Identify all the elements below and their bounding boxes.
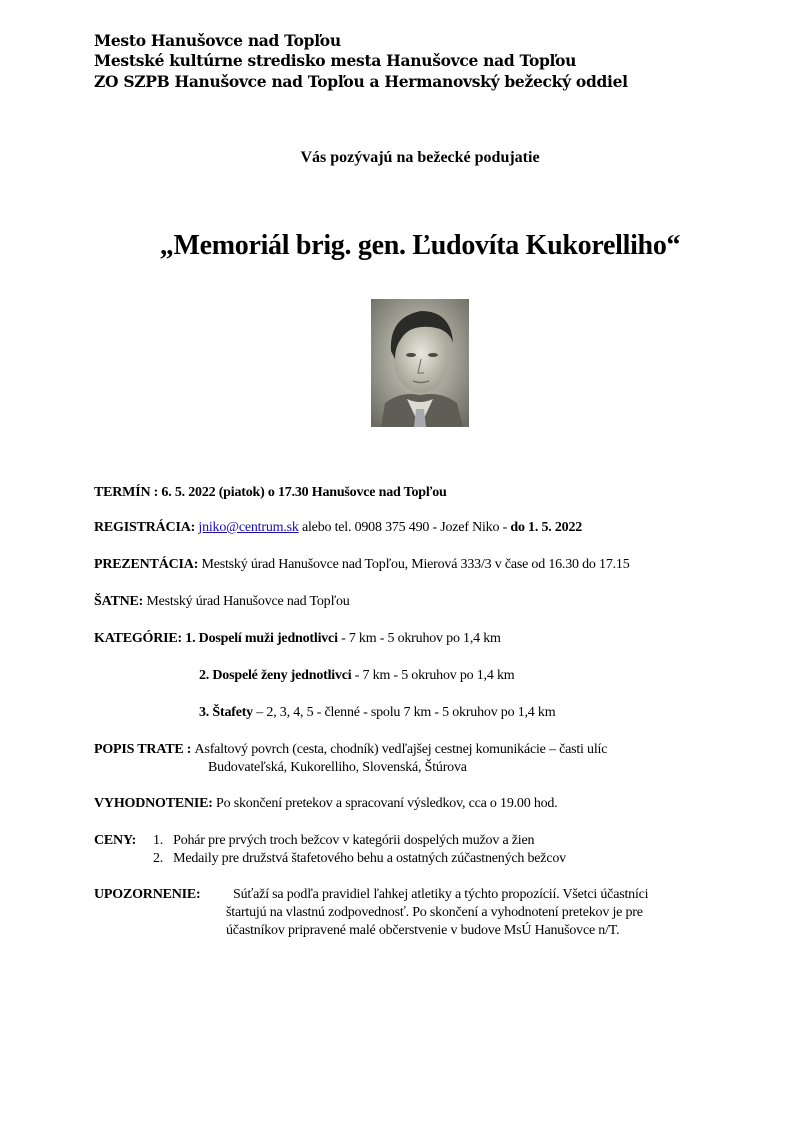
registracia-label: REGISTRÁCIA:: [94, 520, 199, 535]
ceny-item-num: 2.: [153, 851, 164, 866]
upozornenie-line-1: Súťaží sa podľa pravidiel ľahkej atletiky a týchto propozícií. Všetci účastníci: [233, 887, 649, 902]
prezentacia-value: Mestský úrad Hanušovce nad Topľou, Mierová 333/3 v čase od 16.30 do 17.15: [201, 557, 630, 572]
satne-row: [94, 593, 350, 611]
kategorie-row-1: [94, 630, 501, 648]
event-title: „Memoriál brig. gen. Ľudovíta Kukorelliho“: [159, 230, 681, 261]
kategorie-row-2: [199, 667, 514, 685]
category-detail: - 7 km - 5 okruhov po 1,4 km: [351, 668, 515, 683]
category-detail: – 2, 3, 4, 5 - členné - spolu 7 km - 5 okruhov po 1,4 km: [253, 705, 556, 720]
vyhodnotenie-label: VYHODNOTENIE:: [94, 796, 217, 811]
popis-trate-label: POPIS TRATE :: [94, 742, 195, 757]
upozornenie-label: UPOZORNENIE:: [94, 887, 201, 902]
termin-value: 6. 5. 2022 (piatok) o 17.30 Hanušovce nad Topľou: [161, 485, 447, 500]
upozornenie-line-3: účastníkov pripravené malé občerstvenie v budove MsÚ Hanušovce n/T.: [226, 923, 620, 938]
ceny-item-text: Medaily pre družstvá štafetového behu a ostatných zúčastnených bežcov: [173, 851, 566, 866]
kategorie-label: KATEGÓRIE:: [94, 631, 186, 646]
category-name: 2. Dospelé ženy jednotlivci: [199, 668, 352, 683]
category-name: 1. Dospelí muži jednotlivci: [185, 631, 338, 646]
category-name: 3. Štafety: [199, 705, 253, 720]
registracia-deadline: do 1. 5. 2022: [510, 520, 583, 535]
ceny-item-1: [153, 832, 534, 850]
prezentacia-label: PREZENTÁCIA:: [94, 557, 202, 572]
vyhodnotenie-row: [94, 795, 558, 813]
ceny-item-num: 1.: [153, 833, 164, 848]
ceny-item-text: Pohár pre prvých troch bežcov v kategórii dospelých mužov a žien: [173, 833, 535, 848]
termin-row: [94, 484, 447, 502]
portrait-photo: [371, 299, 469, 427]
prezentacia-row: [94, 556, 630, 574]
upozornenie-line-2: štartujú na vlastnú zodpovednosť. Po skončení a vyhodnotení pretekov je pre: [226, 905, 643, 920]
popis-trate-line-1: Asfaltový povrch (cesta, chodník) vedľajšej cestnej komunikácie – časti ulíc: [194, 742, 608, 757]
ceny-item-2: [153, 850, 566, 868]
satne-value: Mestský úrad Hanušovce nad Topľou: [146, 594, 350, 609]
invitation-text: Vás pozývajú na bežecké podujatie: [300, 149, 540, 166]
header-line-organizers: ZO SZPB Hanušovce nad Topľou a Hermanovský bežecký oddiel: [94, 72, 628, 91]
kategorie-row-3: [199, 704, 555, 722]
ceny-label: CENY:: [94, 833, 137, 848]
termin-label: TERMÍN :: [94, 485, 162, 500]
header-line-cultural-center: Mestské kultúrne stredisko mesta Hanušovce nad Topľou: [94, 51, 577, 70]
vyhodnotenie-value: Po skončení pretekov a spracovaní výsledkov, cca o 19.00 hod.: [216, 796, 558, 811]
header-line-city: Mesto Hanušovce nad Topľou: [94, 31, 341, 50]
portrait-image: [371, 299, 469, 427]
registracia-contact: alebo tel. 0908 375 490 - Jozef Niko -: [298, 520, 511, 535]
registracia-email-link[interactable]: jniko@centrum.sk: [198, 520, 299, 535]
popis-trate-row: [94, 741, 607, 759]
popis-trate-line-2: Budovateľská, Kukorelliho, Slovenská, Štúrova: [208, 760, 467, 775]
category-detail: - 7 km - 5 okruhov po 1,4 km: [337, 631, 501, 646]
registracia-row: [94, 519, 582, 537]
satne-label: ŠATNE:: [94, 594, 147, 609]
